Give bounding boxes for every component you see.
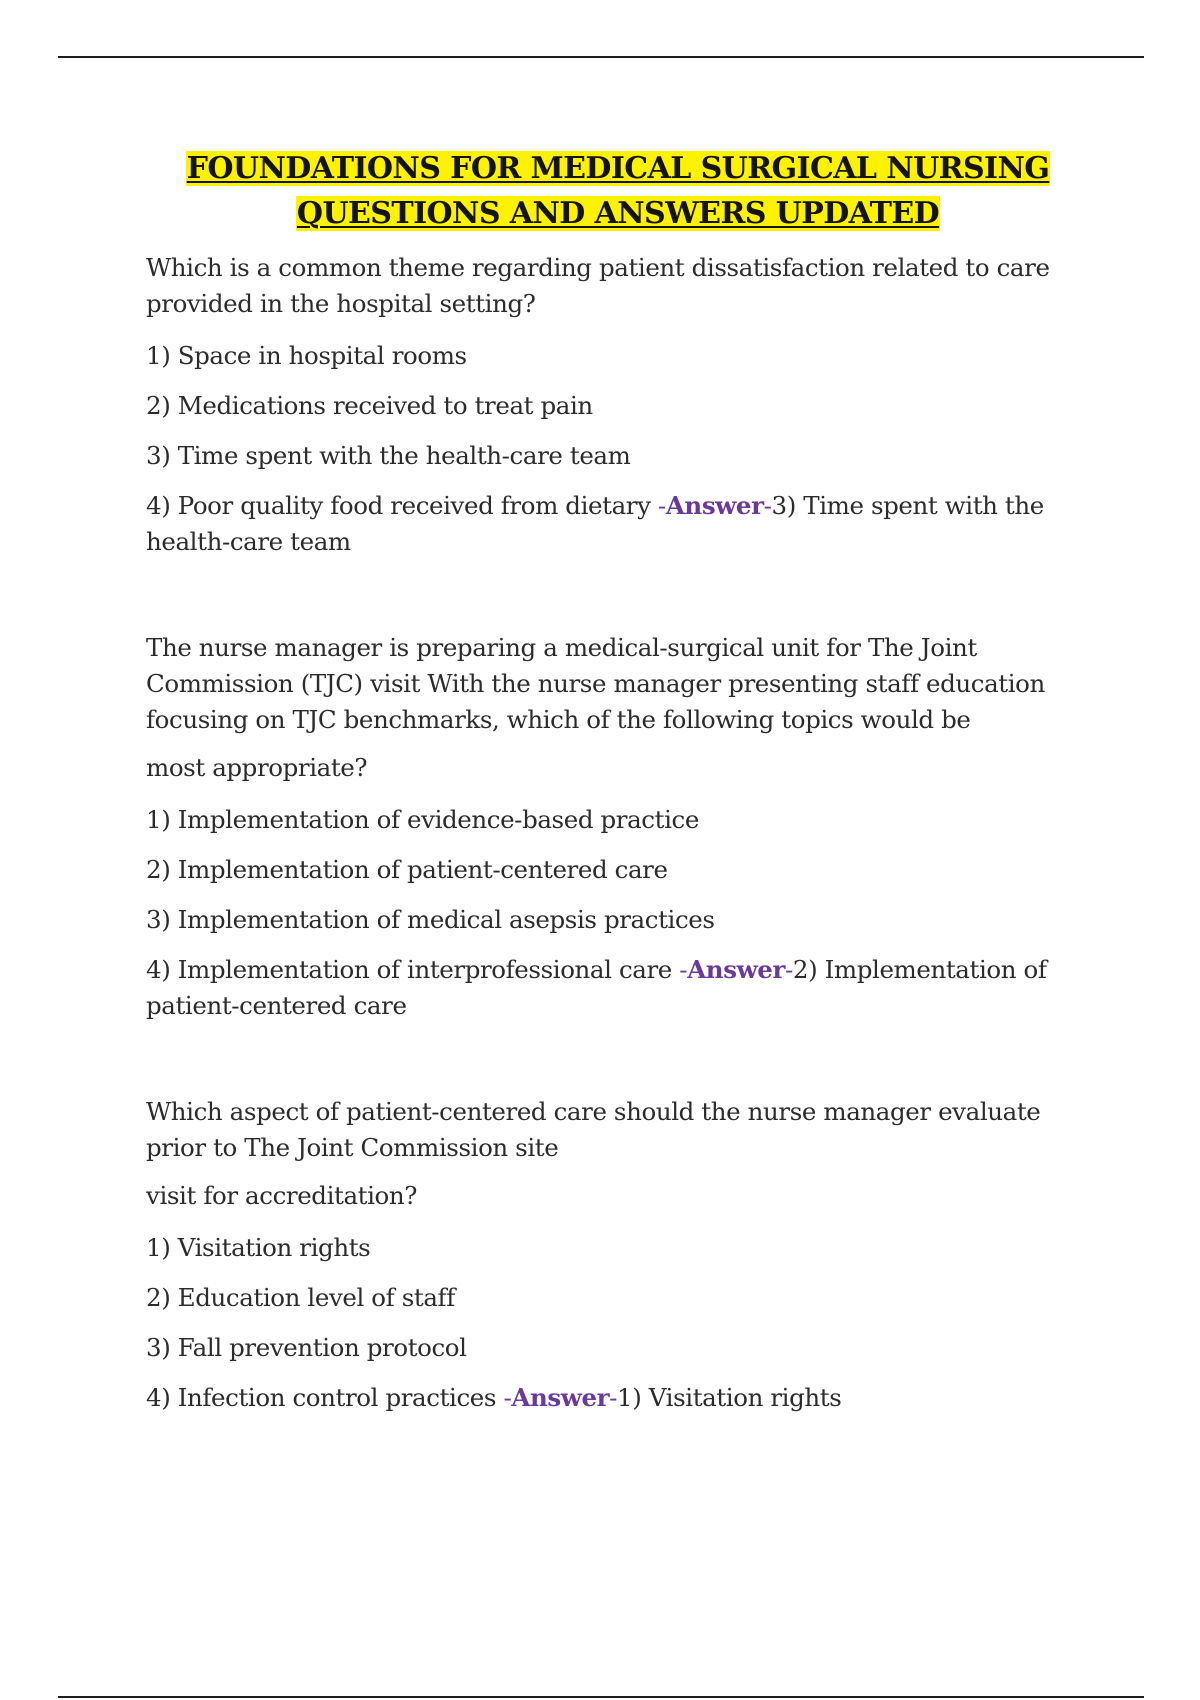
question-list xyxy=(146,250,1076,1432)
question-1 xyxy=(146,250,1076,560)
option-3: 3) Time spent with the health-care team xyxy=(146,441,631,470)
footer-rule xyxy=(58,1696,1144,1698)
answer-text: 1) Visitation rights xyxy=(617,1383,842,1412)
question-stem-continued: visit for accreditation? xyxy=(146,1181,418,1210)
answer-text: 3) Time spent with the health-care team xyxy=(146,491,1044,556)
header-rule xyxy=(58,56,1144,58)
option-4: 4) Implementation of interprofessional care xyxy=(146,955,672,984)
option-4: 4) Poor quality food received from dietary xyxy=(146,491,651,520)
answer-label: Answer xyxy=(687,955,785,984)
document-title xyxy=(0,146,1200,236)
option-2: 2) Implementation of patient-centered care xyxy=(146,855,668,884)
option-3: 3) Fall prevention protocol xyxy=(146,1333,467,1362)
option-4-with-answer: 4) Poor quality food received from dietary -Answer-3) Time spent with the health-care team xyxy=(146,491,1044,556)
option-2: 2) Medications received to treat pain xyxy=(146,391,593,420)
question-stem-continued: most appropriate? xyxy=(146,753,368,782)
title-line-2: QUESTIONS AND ANSWERS UPDATED xyxy=(296,196,940,231)
option-4-with-answer: 4) Infection control practices -Answer-1) Visitation rights xyxy=(146,1383,842,1412)
option-2: 2) Education level of staff xyxy=(146,1283,455,1312)
title-line-1: FOUNDATIONS FOR MEDICAL SURGICAL NURSING xyxy=(186,151,1050,186)
question-stem: The nurse manager is preparing a medical-surgical unit for The Joint Commission (TJC) visit With the nurse manager presenting staff education focusing on TJC benchmarks, which of the following topics would be xyxy=(146,633,1045,734)
question-3 xyxy=(146,1094,1076,1416)
option-3: 3) Implementation of medical asepsis practices xyxy=(146,905,715,934)
question-stem: Which is a common theme regarding patient dissatisfaction related to care provided in the hospital setting? xyxy=(146,253,1050,318)
option-1: 1) Visitation rights xyxy=(146,1233,371,1262)
question-2 xyxy=(146,630,1076,1024)
answer-text: 2) Implementation of patient-centered care xyxy=(146,955,1047,1020)
option-1: 1) Implementation of evidence-based practice xyxy=(146,805,699,834)
answer-label: Answer xyxy=(511,1383,610,1412)
answer-label: Answer xyxy=(665,491,764,520)
question-stem: Which aspect of patient-centered care should the nurse manager evaluate prior to The Joint Commission site xyxy=(146,1097,1041,1162)
option-4: 4) Infection control practices xyxy=(146,1383,497,1412)
option-1: 1) Space in hospital rooms xyxy=(146,341,467,370)
option-4-with-answer: 4) Implementation of interprofessional care -Answer-2) Implementation of patient-centered care xyxy=(146,955,1047,1020)
